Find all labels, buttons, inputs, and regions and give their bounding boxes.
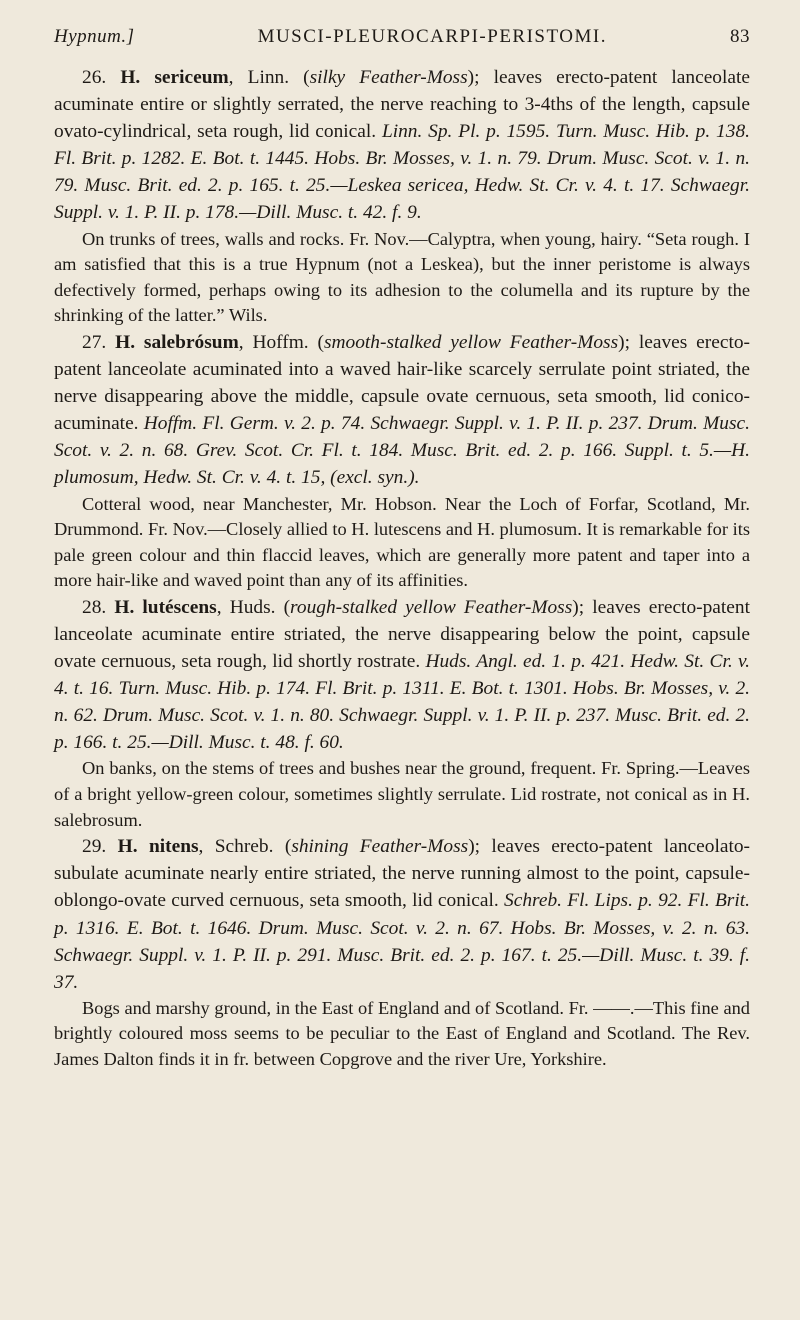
species-description: ); leaves erecto-patent lanceolato-subulate acuminate nearly entire striated, the nerve running almost to the point, capsule-oblongo-ovate curved cernuous, seta smooth, lid conical. [54,836,750,912]
species-authority: , Schreb. ( [198,836,292,858]
species-name: H. salebrósum [115,331,239,353]
running-head-genus: Hypnum.] [54,26,135,47]
species-name: H. nitens [117,836,199,858]
species-entry-26 [54,64,750,227]
species-references: Hoffm. Fl. Germ. v. 2. p. 74. Schwaegr. Suppl. v. 1. P. II. p. 237. Drum. Musc. Scot. v. 2. n. 68. Grev. Scot. Cr. Fl. t. 184. Musc. Brit. ed. 2. p. 166. Suppl. t. 5.—H. plumosum, Hedw. St. Cr. v. 4. t. 15, (excl. syn.). [54,413,750,489]
species-description: ); leaves erecto-patent lanceolate acuminated into a waved hair-like scarcely serrulate point striated, the nerve disappearing above the middle, capsule ovate cernuous, seta smooth, lid conico-acuminate. [54,331,750,435]
running-head [54,26,750,48]
species-entry-29 [54,833,750,996]
species-references: Linn. Sp. Pl. p. 1595. Turn. Musc. Hib. p. 138. Fl. Brit. p. 1282. E. Bot. t. 1445. Hobs. Br. Mosses, v. 1. n. 79. Drum. Musc. Scot. v. 1. n. 79. Musc. Brit. ed. 2. p. 165. t. 25.—Leskea sericea, Hedw. St. Cr. v. 4. t. 17. Schwaegr. Suppl. v. 1. P. II. p. 178.—Dill. Musc. t. 42. f. 9. [54,121,750,224]
species-description: ); leaves erecto-patent lanceolate acuminate entire or slightly serrated, the nerve reaching to 3-4ths of the length, capsule ovato-cylindrical, seta rough, lid conical. [54,67,750,143]
species-habitat-29: Bogs and marshy ground, in the East of England and of Scotland. Fr. ——.—This fine and brightly coloured moss seems to be peculiar to the East of England and Scotland. The Rev. James Dalton finds it in fr. between Copgrove and the river Ure, Yorkshire. [54,997,750,1069]
species-references: Huds. Angl. ed. 1. p. 421. Hedw. St. Cr. v. 4. t. 16. Turn. Musc. Hib. p. 174. Fl. Brit. p. 1311. E. Bot. t. 1301. Hobs. Br. Mosses, v. 2. n. 62. Drum. Musc. Scot. v. 1. n. 80. Schwaegr. Suppl. v. 1. P. II. p. 237. Musc. Brit. ed. 2. p. 166. t. 25.—Dill. Musc. t. 48. f. 60. [54,651,751,754]
species-habitat-27: Cotteral wood, near Manchester, Mr. Hobson. Near the Loch of Forfar, Scotland, Mr. Drummond. Fr. Nov.—Closely allied to H. lutescens and H. plumosum. It is remarkable for its pale green colour and thin flaccid leaves, which are generally more patent and taper into a more hair-like and waved point than any of its affinities. [54,493,750,591]
entry-number: 26. [82,67,107,88]
common-name: silky Feather-Moss [309,67,468,88]
entry-number: 27. [82,331,107,353]
species-entry-28 [54,594,750,757]
common-name: smooth-stalked yellow Feather-Moss [323,331,619,353]
species-name: H. sericeum [120,67,229,88]
running-head-section: MUSCI-PLEUROCARPI-PERISTOMI. [257,26,607,47]
species-description: ); leaves erecto-patent lanceolate acuminate entire striated, the nerve disappearing below the point, capsule ovate cernuous, seta rough, lid shortly rostrate. [54,596,750,673]
common-name: rough-stalked yellow Feather-Moss [290,596,573,618]
species-habitat-28: On banks, on the stems of trees and bushes near the ground, frequent. Fr. Spring.—Leaves of a bright yellow-green colour, sometimes slightly serrulate. Lid rostrate, not conical as in H. salebrosum. [54,758,750,830]
species-habitat-26: On trunks of trees, walls and rocks. Fr. Nov.—Calyptra, when young, hairy. “Seta rough. I am satisfied that this is a true Hypnum (not a Leskea), but the inner peristome is always defectively formed, perhaps owing to its adhesion to the columella and its rupture by the shrinking of the latter.” Wils. [54,228,750,326]
common-name: shining Feather-Moss [291,836,469,858]
species-authority: , Hoffm. ( [238,331,324,353]
entry-number: 29. [82,836,107,858]
page-number: 83 [729,26,750,47]
species-authority: , Linn. ( [228,67,310,88]
entry-number: 28. [82,596,107,618]
species-name: H. lutéscens [114,596,217,618]
species-authority: , Huds. ( [216,596,291,618]
species-references: Schreb. Fl. Lips. p. 92. Fl. Brit. p. 1316. E. Bot. t. 1646. Drum. Musc. Scot. v. 2. n. 67. Hobs. Br. Mosses, v. 2. n. 63. Schwaegr. Suppl. v. 1. P. II. p. 291. Musc. Brit. ed. 2. p. 167. t. 25.—Dill. Musc. t. 39. f. 37. [54,890,750,993]
species-entry-27 [54,329,750,492]
